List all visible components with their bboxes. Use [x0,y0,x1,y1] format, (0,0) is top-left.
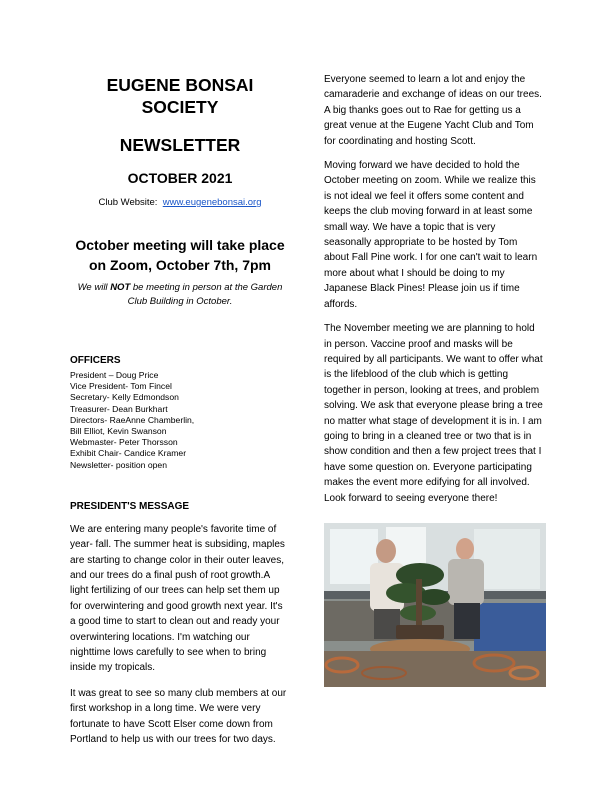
meeting-note-part2: be meeting in person at the Garden Club Building in October. [127,282,283,307]
officer-line: Exhibit Chair- Candice Kramer [70,448,187,459]
officers-heading: OFFICERS [70,355,121,366]
officer-line: Secretary- Kelly Edmondson [70,392,179,403]
newsletter-title-line1: EUGENE BONSAI SOCIETY [106,75,254,117]
website-link[interactable]: www.eugenebonsai.org [162,197,262,208]
officers-list [70,370,290,471]
website-label: Club Website: [98,197,158,208]
right-column [324,72,544,515]
presidents-message-para2: It was great to see so many club members at our first workshop in a long time. We were very fortunate to have Scott Elser come down from Portland to help us with our trees for two days. [70,687,287,746]
officer-line: Newsletter- position open [70,459,167,470]
workshop-photo [324,523,546,687]
issue-date: OCTOBER 2021 [127,170,233,186]
meeting-headline [70,235,290,275]
officer-line: President – Doug Price [70,370,159,380]
newsletter-title-line2: NEWSLETTER [119,135,241,155]
club-website [70,197,290,208]
officer-line: Directors- RaeAnne Chamberlin, [70,414,195,425]
officer-line: Vice President- Tom Fincel [70,381,172,392]
left-column [70,74,290,748]
article-para1: Everyone seemed to learn a lot and enjoy the camaraderie and exchange of ideas on our trees. A big thanks goes out to Rae for getting us a great venue at the Eugene Yacht Club and Tom for coordinating and hosting Scott. [324,74,542,147]
article-para3: The November meeting we are planning to hold in person. Vaccine proof and masks will be required by all participants. We want to offer what is the lifeblood of the club which is getting together in person, looking at trees, and problem solving. We ask that everyone please bring a tree no matter what stage of development it is in. I am going to bring in a cleaned tree or two that is in show condition and then a few project trees that I have some question on. Everyone participating makes the event more edifying for all involved. Look forward to seeing everyone there! [324,323,543,504]
meeting-note [70,281,290,309]
meeting-note-emphasis: NOT [110,282,131,293]
meeting-note-part1: We will [77,282,111,293]
presidents-message-para1: We are entering many people's favorite time of year- fall. The summer heat is subsiding, maples are starting to change color in their outer leaves, and our trees do a final push of root growth.A light fertilizing of our trees can help set them up for overwintering and good growth next year. It's a good time to start to clean out and ready your overwintering locations. I'm watching our nighttime lows carefully to see when to bring inside my tropicals. [70,523,285,674]
officer-line: Webmaster- Peter Thorsson [70,437,178,448]
meeting-headline-line2: on Zoom, October 7th, 7pm [88,257,271,273]
presidents-message-heading: PRESIDENT'S MESSAGE [70,500,190,512]
officer-line: Treasurer- Dean Burkhart [70,403,168,414]
article-para2: Moving forward we have decided to hold the October meeting on zoom. While we realize this is not ideal we feel it offers some content and keeps the club moving forward in at least some small way. We have a topic that is very seasonally appropriate to be hosted by Tom about Fall Pine work. I for one can't wait to learn more about what I should be doing to my Japanese Black Pines! Please join us if time affords. [324,160,538,310]
workshop-photo-illustration [324,523,546,687]
meeting-headline-line1: October meeting will take place [75,237,285,253]
officer-line: Bill Elliot, Kevin Swanson [70,426,167,437]
